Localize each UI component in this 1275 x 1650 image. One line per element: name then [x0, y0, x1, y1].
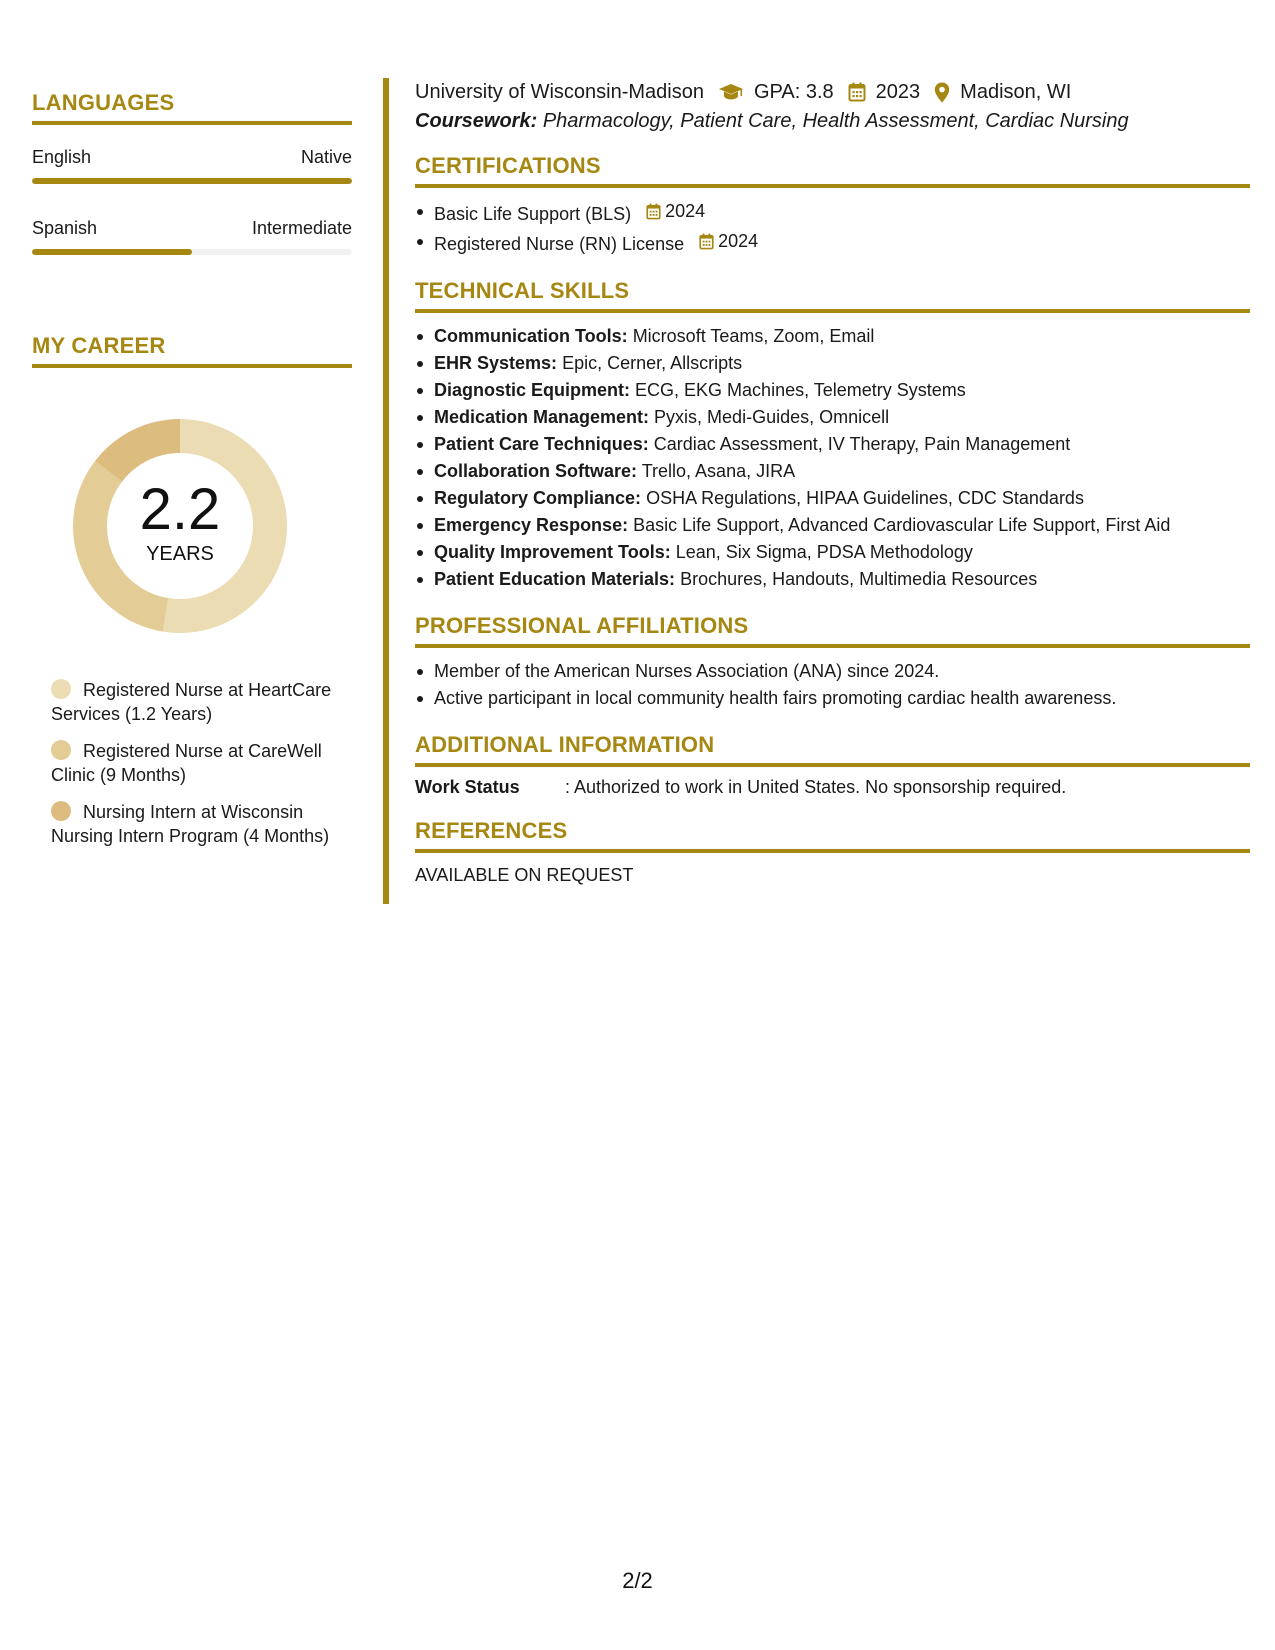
- work-status-value: : Authorized to work in United States. No sponsorship required.: [565, 777, 1067, 797]
- list-item: [415, 539, 1250, 566]
- calendar-icon: [848, 82, 866, 102]
- language-row: [32, 218, 352, 239]
- skill-label: Patient Education Materials:: [434, 569, 676, 589]
- skill-label: Collaboration Software:: [434, 461, 638, 481]
- additional-info-title: ADDITIONAL INFORMATION: [415, 732, 715, 757]
- coursework-label: Coursework:: [415, 110, 538, 132]
- legend-item: [51, 739, 341, 787]
- languages-section: [32, 90, 352, 255]
- certification-year: 2024: [665, 201, 706, 221]
- school-name: University of Wisconsin-Madison: [415, 80, 704, 103]
- skill-value: Trello, Asana, JIRA: [641, 461, 796, 481]
- list-item: [415, 512, 1250, 539]
- affiliations-title: PROFESSIONAL AFFILIATIONS: [415, 613, 749, 638]
- career-total-unit: YEARS: [146, 542, 214, 565]
- section-rule: [415, 309, 1250, 313]
- graduation-year: 2023: [875, 80, 921, 103]
- page-number: 2/2: [622, 1568, 653, 1593]
- list-item: [415, 228, 1250, 258]
- education-line: [415, 78, 1250, 106]
- language-level: Native: [300, 147, 352, 167]
- certification-date: [646, 198, 705, 225]
- career-title: MY CAREER: [32, 333, 166, 358]
- list-item: [415, 566, 1250, 593]
- coursework-list: Pharmacology, Patient Care, Health Assessment, Cardiac Nursing: [542, 110, 1129, 132]
- language-name: English: [32, 147, 92, 167]
- skill-value: Epic, Cerner, Allscripts: [562, 353, 743, 373]
- certification-name: Registered Nurse (RN) License: [434, 234, 685, 254]
- skill-label: Quality Improvement Tools:: [434, 542, 671, 562]
- column-divider: [383, 78, 389, 904]
- affiliations-section: [415, 613, 1250, 712]
- legend-dot: [51, 801, 71, 821]
- skill-value: Lean, Six Sigma, PDSA Methodology: [675, 542, 973, 562]
- skill-label: Diagnostic Equipment:: [434, 380, 631, 400]
- list-item: [415, 404, 1250, 431]
- legend-dot: [51, 740, 71, 760]
- technical-skills-title: TECHNICAL SKILLS: [415, 278, 630, 303]
- certification-year: 2024: [718, 231, 759, 251]
- skill-label: Patient Care Techniques:: [434, 434, 649, 454]
- language-bar-fill: [32, 249, 192, 255]
- certification-name: Basic Life Support (BLS): [434, 204, 632, 224]
- graduation-cap-icon: [718, 83, 744, 101]
- certification-date: [699, 228, 758, 255]
- language-name: Spanish: [32, 218, 98, 238]
- additional-info-section: [415, 732, 1250, 798]
- language-bar: [32, 178, 352, 184]
- list-item: [415, 323, 1250, 350]
- calendar-icon: [646, 203, 661, 220]
- legend-label: Registered Nurse at HeartCare Services (1.2 Years): [51, 680, 332, 724]
- certifications-title: CERTIFICATIONS: [415, 153, 601, 178]
- section-rule: [415, 184, 1250, 188]
- career-total-value: 2.2: [139, 476, 221, 542]
- skill-value: Basic Life Support, Advanced Cardiovascular Life Support, First Aid: [633, 515, 1171, 535]
- career-section: [32, 333, 352, 848]
- languages-title: LANGUAGES: [32, 90, 175, 115]
- list-item: Active participant in local community health fairs promoting cardiac health awareness.: [415, 685, 1250, 712]
- skill-value: Pyxis, Medi-Guides, Omnicell: [654, 407, 890, 427]
- list-item: [415, 350, 1250, 377]
- list-item: [415, 485, 1250, 512]
- skill-label: Emergency Response:: [434, 515, 629, 535]
- list-item: [415, 377, 1250, 404]
- section-rule: [32, 121, 352, 125]
- skills-list: [415, 323, 1250, 593]
- career-donut-chart: [66, 412, 294, 640]
- affiliations-list: [415, 658, 1250, 712]
- section-rule: [415, 849, 1250, 853]
- legend-label: Nursing Intern at Wisconsin Nursing Intern Program (4 Months): [51, 802, 330, 846]
- list-item: [415, 198, 1250, 228]
- skill-value: Brochures, Handouts, Multimedia Resources: [680, 569, 1038, 589]
- references-text: AVAILABLE ON REQUEST: [415, 865, 634, 885]
- career-legend: [32, 678, 352, 848]
- coursework-line: [415, 110, 1250, 133]
- education-section: [415, 78, 1250, 133]
- skill-value: ECG, EKG Machines, Telemetry Systems: [635, 380, 966, 400]
- gpa: GPA: 3.8: [753, 80, 834, 103]
- skill-label: EHR Systems:: [434, 353, 558, 373]
- list-item: [415, 431, 1250, 458]
- section-rule: [32, 364, 352, 368]
- technical-skills-section: [415, 278, 1250, 593]
- language-row: [32, 147, 352, 168]
- skill-label: Regulatory Compliance:: [434, 488, 642, 508]
- certifications-list: [415, 198, 1250, 258]
- skill-value: Microsoft Teams, Zoom, Email: [632, 326, 875, 346]
- list-item: [415, 458, 1250, 485]
- references-section: [415, 818, 1250, 886]
- skill-value: OSHA Regulations, HIPAA Guidelines, CDC Standards: [646, 488, 1084, 508]
- legend-label: Registered Nurse at CareWell Clinic (9 Months): [51, 741, 322, 785]
- skill-value: Cardiac Assessment, IV Therapy, Pain Management: [653, 434, 1071, 454]
- legend-dot: [51, 679, 71, 699]
- certifications-section: [415, 153, 1250, 258]
- skill-label: Medication Management:: [434, 407, 650, 427]
- calendar-icon: [699, 233, 714, 250]
- section-rule: [415, 763, 1250, 767]
- section-rule: [415, 644, 1250, 648]
- legend-item: [51, 678, 341, 726]
- location-pin-icon: [934, 82, 950, 103]
- language-level: Intermediate: [251, 218, 352, 238]
- left-column: [32, 90, 352, 861]
- work-status-row: [415, 777, 1250, 798]
- legend-item: [51, 800, 341, 848]
- list-item: Member of the American Nurses Association (ANA) since 2024.: [415, 658, 1250, 685]
- work-status-label: Work Status: [415, 777, 520, 797]
- school-location: Madison, WI: [960, 80, 1072, 103]
- language-bar: [32, 249, 352, 255]
- language-bar-fill: [32, 178, 352, 184]
- references-title: REFERENCES: [415, 818, 568, 843]
- donut-center: [66, 412, 294, 640]
- right-column: [415, 78, 1250, 886]
- skill-label: Communication Tools:: [434, 326, 628, 346]
